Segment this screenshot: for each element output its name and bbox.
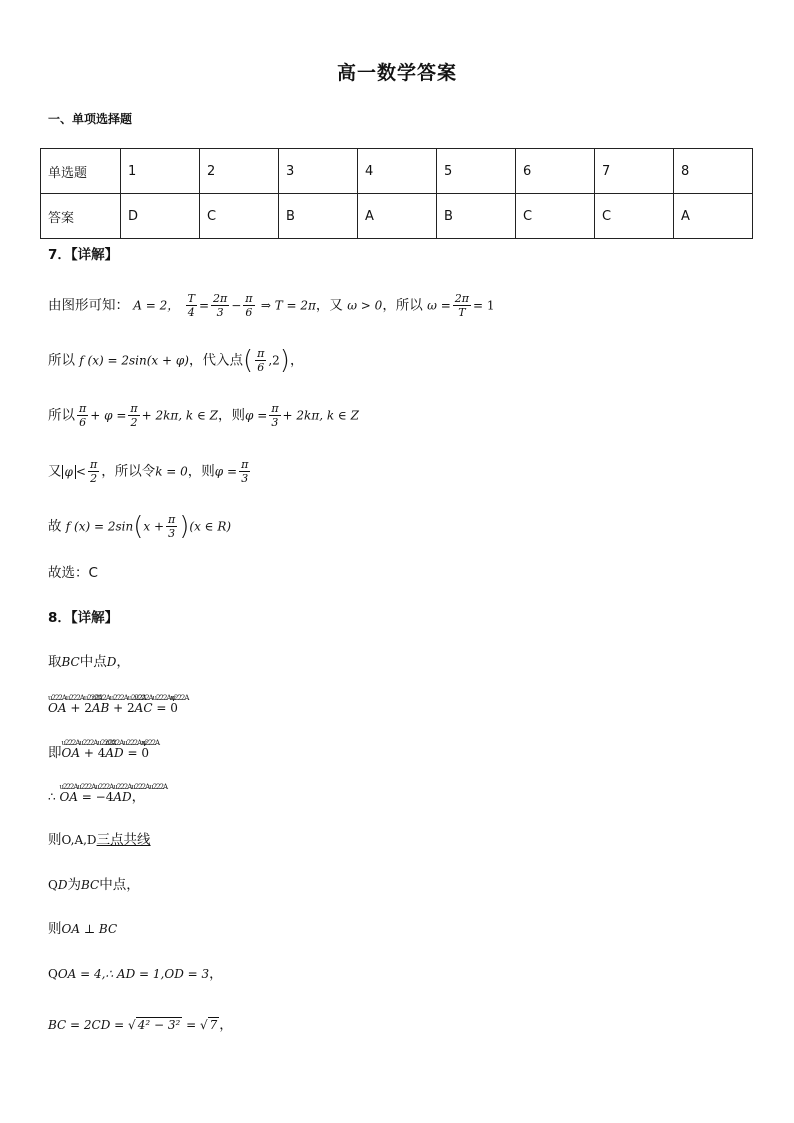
fraction <box>269 402 280 429</box>
q8-line-9 <box>48 1014 233 1036</box>
vector: u222Au222Au222A AB <box>92 697 109 719</box>
row-header: 单选题 <box>41 149 121 194</box>
math: + 2kπ, k ∈ Z <box>282 408 359 423</box>
math: φ = <box>214 464 238 479</box>
q7-line-1: 由图形可知： A = 2， $\frac{T}{4}$ = $\frac{2\pi}{3}$ − $\frac{\pi}{6}$ ⇒ T = 2π，又 ω > 0，所以 ω = $\frac{2\pi}{T}$ = 1 <box>48 292 495 319</box>
page-title: 高一数学答案 <box>336 62 457 84</box>
fraction <box>453 292 471 319</box>
table-row <box>41 194 753 239</box>
denominator: 3 <box>168 527 176 540</box>
math: = 1 <box>473 298 495 313</box>
denominator: 3 <box>216 306 224 319</box>
fraction <box>77 402 88 429</box>
denominator: 3 <box>241 472 249 485</box>
q7-line-5: 故 f (x) = 2sin(x + $\frac{\pi}{3}$ )(x ∈ R) <box>48 511 232 542</box>
math: BC <box>61 655 80 669</box>
math: φ <box>62 465 76 479</box>
square-root: √ 7 <box>199 1018 218 1032</box>
fraction <box>211 292 229 319</box>
text: 则 <box>48 921 62 937</box>
q7-line-6: 故选：C <box>48 565 98 581</box>
math: D <box>57 878 68 892</box>
math: BC <box>80 878 100 892</box>
table-cell: C <box>200 194 279 239</box>
table-cell: B <box>437 194 516 239</box>
table-cell: 4 <box>358 149 437 194</box>
q7-heading: 7．【详解】 <box>48 247 119 263</box>
fraction <box>186 292 197 319</box>
fraction <box>243 292 254 319</box>
text: ，所以令 <box>101 463 156 480</box>
text: 所以 <box>48 352 75 369</box>
q7-line-4 <box>48 458 252 485</box>
math: f (x) = 2sin(x + φ) <box>79 353 189 368</box>
fraction <box>128 402 139 429</box>
numerator: 2π <box>213 292 228 305</box>
table-cell: 2 <box>200 149 279 194</box>
denominator: 2 <box>130 416 138 429</box>
row-header: 答案 <box>41 194 121 239</box>
math: + 4 <box>80 746 106 760</box>
text: ， <box>219 1017 233 1033</box>
text: ，所以 <box>382 297 423 314</box>
math: ω = <box>427 298 451 313</box>
fraction <box>239 458 250 485</box>
text: ，代入点 <box>188 352 243 369</box>
math: = <box>182 1018 200 1032</box>
table-cell: 3 <box>279 149 358 194</box>
fraction <box>166 513 177 540</box>
text: 故 <box>48 518 62 535</box>
math: + φ = <box>90 408 127 423</box>
math: = −4 <box>77 790 114 804</box>
denominator: 3 <box>271 416 279 429</box>
math: f (x) = 2sin <box>65 519 134 534</box>
math: A = 2， <box>133 298 180 313</box>
table-cell: A <box>358 194 437 239</box>
vector: u222Au222Au222A AC <box>135 697 153 719</box>
table-cell: D <box>121 194 200 239</box>
q8-line-4 <box>48 786 145 808</box>
math: ,2 <box>268 353 280 368</box>
text: 则 <box>48 832 62 848</box>
text: 又 <box>48 463 62 480</box>
vector: u222Au222Au222A OA <box>48 697 67 719</box>
table-cell: 6 <box>516 149 595 194</box>
text: ， <box>289 352 304 369</box>
denominator: T <box>458 306 466 319</box>
text: 中点 <box>79 654 107 670</box>
math: ∴ <box>48 790 60 804</box>
vector: u222Au222Au222A OA <box>62 742 81 764</box>
text: 为 <box>67 877 81 893</box>
table-cell: B <box>279 194 358 239</box>
text: 即 <box>48 745 62 761</box>
math: + 2 <box>109 701 135 715</box>
math: = <box>152 701 171 715</box>
denominator: 4 <box>187 306 195 319</box>
table-row <box>41 149 753 194</box>
math: = <box>123 746 142 760</box>
math: D <box>106 655 117 669</box>
text: ， <box>131 789 146 805</box>
denominator: 6 <box>257 361 265 374</box>
numerator: π <box>79 402 87 415</box>
q7-line-2: 所以 f (x) = 2sin(x + φ)，代入点( $\frac{\pi}{6}$ ,2)， <box>48 345 304 376</box>
fraction <box>255 347 266 374</box>
text: ， <box>116 654 130 670</box>
numerator: 2π <box>454 292 469 305</box>
table-cell: C <box>595 194 674 239</box>
math: x + <box>143 519 165 534</box>
table-cell: 8 <box>674 149 753 194</box>
radicand: 4² − 3² <box>137 1018 181 1032</box>
text: 所以 <box>48 407 75 424</box>
math: O,A,D <box>61 833 97 847</box>
vector: u222Au222Au222A OA <box>59 786 78 808</box>
math: (x ∈ R) <box>189 519 232 534</box>
q8-line-1 <box>48 651 130 673</box>
text: ，又 <box>315 297 343 314</box>
math: < <box>75 464 86 479</box>
zero-vector: v 0 <box>141 742 149 764</box>
vector: u222Au222Au222A AD <box>113 786 131 808</box>
numerator: π <box>257 347 265 360</box>
math: ⇒ T = 2π <box>260 298 316 313</box>
math: k = 0 <box>155 464 188 479</box>
q7-line-3 <box>48 402 359 429</box>
numerator: π <box>271 402 279 415</box>
denominator: 6 <box>245 306 253 319</box>
denominator: 6 <box>79 416 87 429</box>
text: ，则 <box>218 407 246 424</box>
fraction <box>88 458 99 485</box>
text: 取 <box>48 654 62 670</box>
math: + 2kπ, k ∈ Z <box>141 408 219 423</box>
math: OA = 4,∴ AD = 1,OD = 3 <box>57 967 210 981</box>
denominator: 2 <box>90 472 98 485</box>
square-root: √ 4² − 3² <box>128 1018 181 1032</box>
answer-table <box>40 148 753 239</box>
text: 三点共线 <box>96 832 151 848</box>
numerator: π <box>89 458 98 471</box>
vector: u222Au222Au222A AD <box>105 742 123 764</box>
q8-line-7 <box>48 918 117 940</box>
table-cell: 5 <box>437 149 516 194</box>
radicand: 7 <box>209 1018 218 1032</box>
q8-line-8 <box>48 963 223 985</box>
table-cell: A <box>674 194 753 239</box>
table-cell: 7 <box>595 149 674 194</box>
math: Q <box>48 878 58 892</box>
math: BC = 2CD = <box>48 1018 129 1032</box>
text: 由图形可知： <box>48 297 129 314</box>
numerator: π <box>241 458 249 471</box>
numerator: π <box>130 402 138 415</box>
numerator: π <box>245 292 253 305</box>
math: ω > 0 <box>347 298 383 313</box>
q8-line-5 <box>48 829 151 851</box>
q8-heading: 8．【详解】 <box>48 610 119 626</box>
section-heading: 一、单项选择题 <box>48 112 133 126</box>
math: φ = <box>245 408 268 423</box>
numerator: π <box>168 513 176 526</box>
math: Q <box>48 967 58 981</box>
text: ，则 <box>187 463 215 480</box>
math: + 2 <box>66 701 92 715</box>
text: ， <box>209 966 223 982</box>
text: 中点， <box>99 877 140 893</box>
zero-vector: v 0 <box>170 697 178 719</box>
q8-line-6 <box>48 874 140 896</box>
numerator: T <box>187 292 195 305</box>
math: OA ⊥ BC <box>61 922 118 936</box>
table-cell: 1 <box>121 149 200 194</box>
q8-line-2 <box>48 697 178 719</box>
table-cell: C <box>516 194 595 239</box>
q8-line-3 <box>48 742 149 764</box>
